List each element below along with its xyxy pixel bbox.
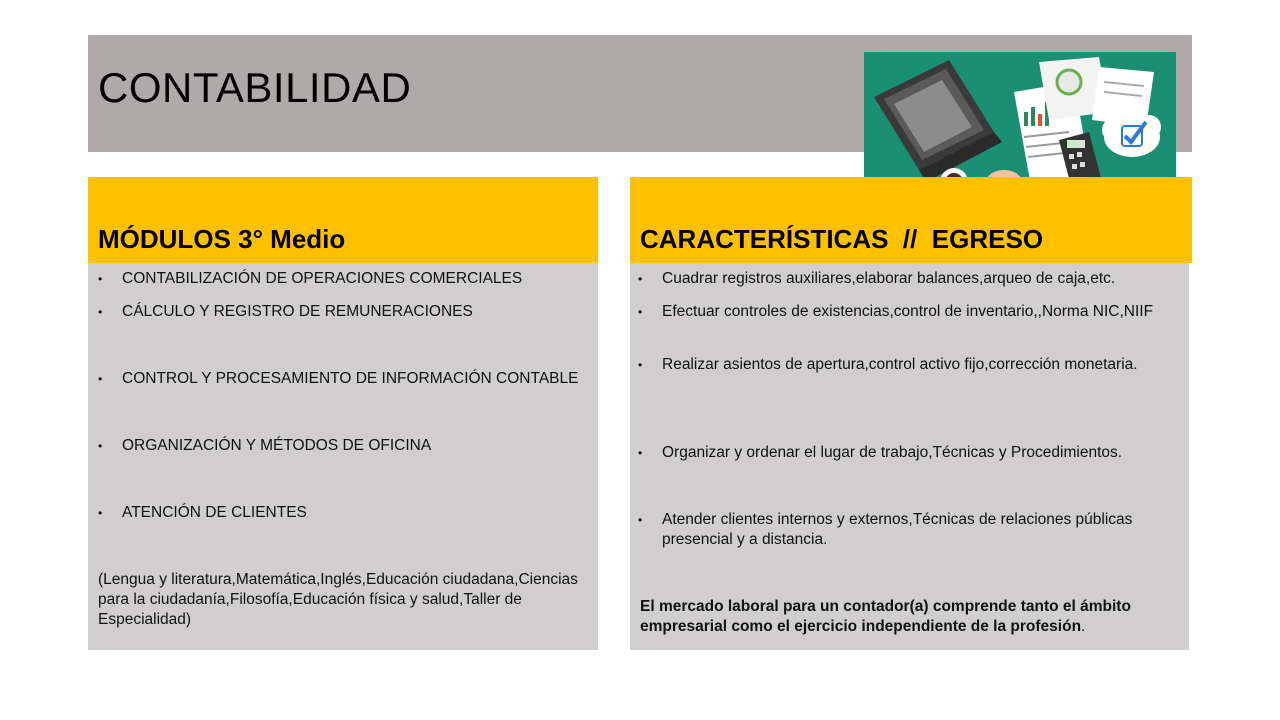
characteristics-header-text: CARACTERÍSTICAS // EGRESO xyxy=(640,224,1044,254)
list-item: • Efectuar controles de existencias,control de inventario,,Norma NIC,NIIF xyxy=(638,303,1154,320)
list-item: • ORGANIZACIÓN Y MÉTODOS DE OFICINA xyxy=(98,437,432,454)
subjects-note: (Lengua y literatura,Matemática,Inglés,Educación ciudadana,Ciencias para la ciudadanía,Filosofía,Educación física y salud,Taller de Especialidad) xyxy=(98,571,578,628)
list-item: • ATENCIÓN DE CLIENTES xyxy=(98,504,307,521)
labor-market-note xyxy=(640,597,1180,637)
modules-header xyxy=(88,177,598,263)
list-item: • CONTABILIZACIÓN DE OPERACIONES COMERCIALES xyxy=(98,270,523,287)
labor-market-note-tail: . xyxy=(1081,618,1086,635)
modules-panel xyxy=(88,263,598,650)
labor-market-note-bold: El mercado laboral para un contador(a) comprende tanto el ámbito empresarial como el ejercicio independiente de la profesión xyxy=(640,598,1131,635)
modules-header-text: MÓDULOS 3° Medio xyxy=(98,224,346,254)
list-item: • Cuadrar registros auxiliares,elaborar balances,arqueo de caja,etc. xyxy=(638,270,1116,287)
characteristics-header xyxy=(630,177,1192,263)
characteristics-panel xyxy=(630,263,1189,650)
list-item: • Organizar y ordenar el lugar de trabajo,Técnicas y Procedimientos. xyxy=(638,444,1123,461)
list-item: • CÁLCULO Y REGISTRO DE REMUNERACIONES xyxy=(98,303,473,320)
list-item: • CONTROL Y PROCESAMIENTO DE INFORMACIÓN CONTABLE xyxy=(98,370,579,387)
list-item: • Realizar asientos de apertura,control activo fijo,corrección monetaria. xyxy=(638,356,1138,373)
list-item: • Atender clientes internos y externos,Técnicas de relaciones públicas presencial y a distancia. xyxy=(638,511,1133,548)
slide-title: CONTABILIDAD xyxy=(98,64,412,111)
